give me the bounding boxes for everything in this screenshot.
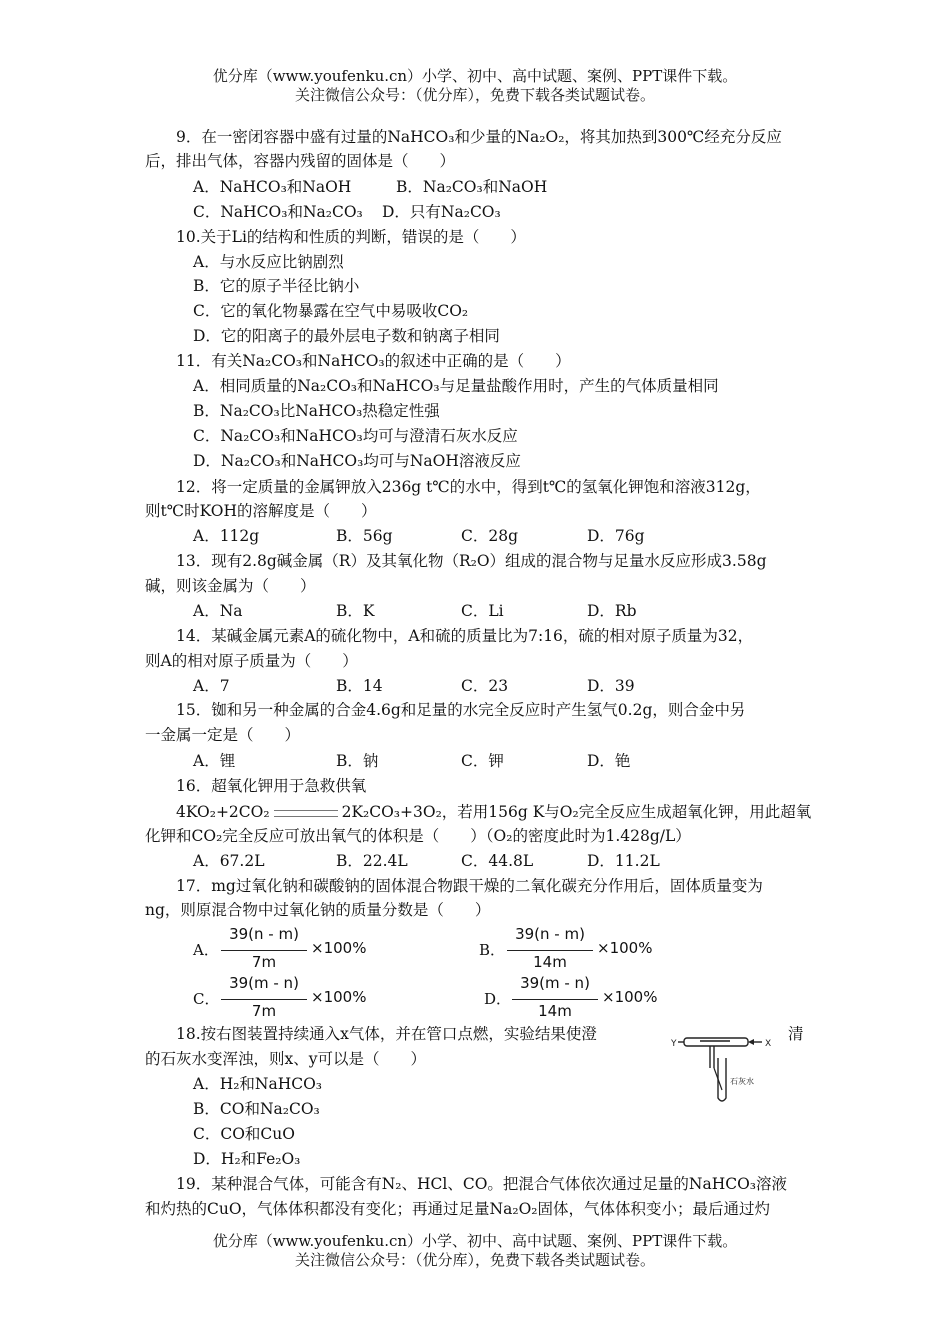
q17-option-b-numerator: 39(n - m) <box>515 925 585 943</box>
q9-stem-2: 后，排出气体，容器内残留的固体是（ ） <box>145 152 456 170</box>
q18-option-b: B．CO和Na₂CO₃ <box>193 1100 320 1118</box>
fraction-bar <box>221 950 307 951</box>
q16-equation-left: 4KO₂+2CO₂ <box>176 803 270 821</box>
q16-option-b: B．22.4L <box>336 852 408 870</box>
q12-option-c: C．28g <box>461 527 519 545</box>
q18-option-d: D．H₂和Fe₂O₃ <box>193 1150 301 1168</box>
q15-stem-1: 15．铷和另一种金属的合金4.6g和足量的水完全反应时产生氢气0.2g，则合金中另 <box>176 701 746 719</box>
q10-option-c: C．它的氧化物暴露在空气中易吸收CO₂ <box>193 302 469 320</box>
q15-stem-2: 一金属一定是（ ） <box>145 726 301 744</box>
q13-stem-1: 13．现有2.8g碱金属（R）及其氧化物（R₂O）组成的混合物与足量水反应形成3.58g <box>176 552 767 570</box>
q17-stem-1: 17．mg过氧化钠和碳酸钠的固体混合物跟干燥的二氧化碳充分作用后，固体质量变为 <box>176 877 763 895</box>
q17-percent: ×100% <box>597 939 653 957</box>
q10-option-b: B．它的原子半径比钠小 <box>193 277 360 295</box>
q14-option-b: B．14 <box>336 677 383 695</box>
q13-option-a: A．Na <box>193 602 243 620</box>
q16-stem-3: 化钾和CO₂完全反应可放出氧气的体积是（ ）（O₂的密度此时为1.428g/L） <box>145 827 691 845</box>
q16-equation-right: 2K₂CO₃+3O₂，若用156g K与O₂完全反应生成超氧化钾，用此超氧 <box>341 803 812 821</box>
q14-option-a: A．7 <box>193 677 230 695</box>
footer-line-1: 优分库（www.youfenku.cn）小学、初中、高中试题、案例、PPT课件下载。 <box>212 1232 738 1250</box>
q17-option-c-label: C． <box>193 990 220 1008</box>
label-x: X <box>765 1039 772 1049</box>
q19-stem-2: 和灼热的CuO，气体体积都没有变化；再通过足量Na₂O₂固体，气体体积变小；最后通过灼 <box>145 1200 770 1218</box>
q12-option-b: B．56g <box>336 527 393 545</box>
fraction-bar <box>512 999 598 1000</box>
q17-option-c-denominator: 7m <box>251 1002 277 1020</box>
q17-option-d-denominator: 14m <box>538 1002 572 1020</box>
q10-option-a: A．与水反应比钠剧烈 <box>193 253 344 271</box>
arrowhead-icon <box>748 1039 754 1045</box>
limewater-label: 石灰水 <box>730 1077 754 1086</box>
q15-option-c: C．钾 <box>461 752 504 770</box>
q12-option-d: D．76g <box>587 527 645 545</box>
q12-option-a: A．112g <box>193 527 260 545</box>
q17-option-b-label: B． <box>479 941 506 959</box>
q17-percent: ×100% <box>311 988 367 1006</box>
label-y: Y <box>671 1039 677 1049</box>
equals-sign-icon <box>274 810 338 817</box>
header-line-2: 关注微信公众号：（优分库），免费下载各类试题试卷。 <box>294 86 655 104</box>
fraction-bar <box>221 999 307 1000</box>
q19-stem-1: 19．某种混合气体，可能含有N₂、HCl、CO。把混合气体依次通过足量的NaHCO₃溶液 <box>176 1175 788 1193</box>
q17-percent: ×100% <box>602 988 658 1006</box>
test-tube <box>718 1058 726 1101</box>
q12-stem-2: 则t℃时KOH的溶解度是（ ） <box>145 502 377 520</box>
q9-stem-1: 9．在一密闭容器中盛有过量的NaHCO₃和少量的Na₂O₂，将其加热到300℃经充分反应 <box>176 128 782 146</box>
q14-option-d: D．39 <box>587 677 635 695</box>
q13-stem-2: 碱，则该金属为（ ） <box>145 577 316 595</box>
q13-option-d: D．Rb <box>587 602 637 620</box>
header-line-1: 优分库（www.youfenku.cn）小学、初中、高中试题、案例、PPT课件下载。 <box>212 67 738 85</box>
q15-option-b: B．钠 <box>336 752 379 770</box>
footer-line-2: 关注微信公众号：（优分库），免费下载各类试题试卷。 <box>294 1251 655 1269</box>
q18-stem-1-end: 清 <box>788 1025 804 1043</box>
q11-stem: 11．有关Na₂CO₃和NaHCO₃的叙述中正确的是（ ） <box>176 352 571 370</box>
q17-option-b-denominator: 14m <box>533 953 567 971</box>
q15-option-d: D．铯 <box>587 752 631 770</box>
q18-stem-1: 18.按右图装置持续通入x气体，并在管口点燃，实验结果使澄 <box>176 1025 597 1043</box>
q17-option-d-label: D． <box>484 990 512 1008</box>
q16-option-c: C．44.8L <box>461 852 534 870</box>
q14-option-c: C．23 <box>461 677 509 695</box>
q17-option-a-numerator: 39(n - m) <box>229 925 299 943</box>
q11-option-a: A．相同质量的Na₂CO₃和NaHCO₃与足量盐酸作用时，产生的气体质量相同 <box>193 377 719 395</box>
q12-stem-1: 12．将一定质量的金属钾放入236g t℃的水中，得到t℃的氢氧化钾饱和溶液312g， <box>176 478 761 496</box>
q13-option-c: C．Li <box>461 602 504 620</box>
q9-option-a: A．NaHCO₃和NaOH <box>193 178 352 196</box>
q17-percent: ×100% <box>311 939 367 957</box>
q16-option-d: D．11.2L <box>587 852 660 870</box>
q17-option-a-label: A． <box>193 941 219 959</box>
q17-option-c-numerator: 39(m - n) <box>229 974 299 992</box>
q17-stem-2: ng，则原混合物中过氧化钠的质量分数是（ ） <box>145 901 491 919</box>
q11-option-c: C．Na₂CO₃和NaHCO₃均可与澄清石灰水反应 <box>193 427 518 445</box>
q17-option-a-denominator: 7m <box>251 953 277 971</box>
q17-option-d-numerator: 39(m - n) <box>520 974 590 992</box>
q18-stem-2: 的石灰水变浑浊，则x、y可以是（ ） <box>145 1050 426 1068</box>
q16-equation-line <box>176 802 811 822</box>
q10-stem: 10.关于Li的结构和性质的判断，错误的是（ ） <box>176 228 526 246</box>
q11-option-b: B．Na₂CO₃比NaHCO₃热稳定性强 <box>193 402 440 420</box>
q10-option-d: D．它的阳离子的最外层电子数和钠离子相同 <box>193 327 500 345</box>
q11-option-d: D．Na₂CO₃和NaHCO₃均可与NaOH溶液反应 <box>193 452 521 470</box>
page-footer <box>0 1232 950 1270</box>
q16-stem-1: 16．超氧化钾用于急救供氧 <box>176 777 367 795</box>
q18-apparatus-figure <box>670 1028 782 1106</box>
q9-option-c: C．NaHCO₃和Na₂CO₃ <box>193 203 363 221</box>
q16-option-a: A．67.2L <box>193 852 265 870</box>
q9-option-d: D．只有Na₂CO₃ <box>382 203 501 221</box>
q15-option-a: A．锂 <box>193 752 236 770</box>
q18-option-c: C．CO和CuO <box>193 1125 295 1143</box>
q14-stem-1: 14．某碱金属元素A的硫化物中，A和硫的质量比为7:16，硫的相对原子质量为32， <box>176 627 754 645</box>
q9-option-b: B．Na₂CO₃和NaOH <box>396 178 548 196</box>
q18-option-a: A．H₂和NaHCO₃ <box>193 1075 323 1093</box>
q13-option-b: B．K <box>336 602 375 620</box>
fraction-bar <box>507 950 593 951</box>
q14-stem-2: 则A的相对原子质量为（ ） <box>145 652 358 670</box>
